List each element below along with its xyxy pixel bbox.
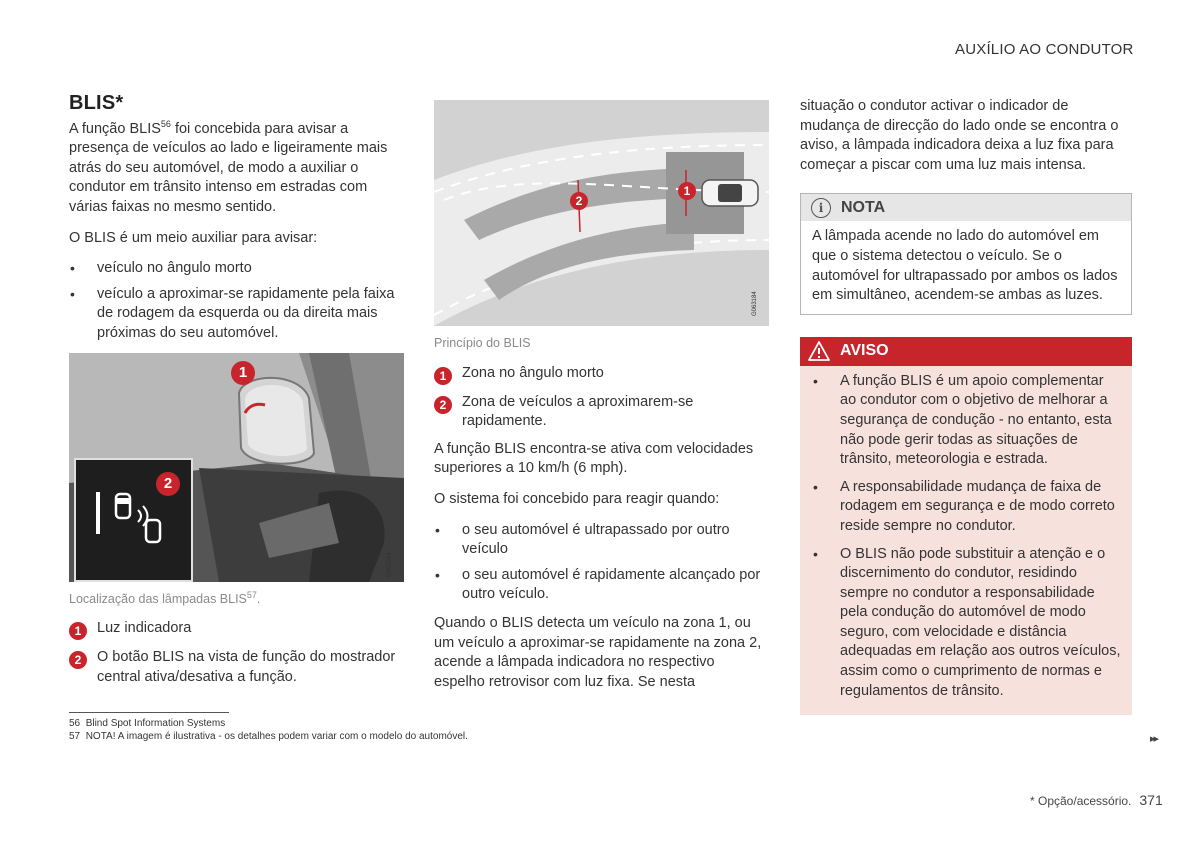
warning-title: AVISO <box>840 342 889 360</box>
figure-marker-1: 1 <box>231 361 255 385</box>
figure-id: G063284 <box>387 551 393 577</box>
callout-1 <box>434 364 769 385</box>
intro-text-a: A função BLIS <box>69 120 161 137</box>
info-icon: i <box>811 198 831 218</box>
callout-text: Zona de veículos a aproximarem-se rapidamente. <box>462 393 694 430</box>
footnotes <box>69 712 468 743</box>
footnote-divider <box>69 712 229 713</box>
blis-principle-illustration <box>434 100 769 326</box>
react-list <box>434 521 769 605</box>
section-header: AUXÍLIO AO CONDUTOR <box>955 41 1134 58</box>
figure-marker-2: 2 <box>156 472 180 496</box>
page-footer <box>1030 792 1163 808</box>
warning-box <box>800 337 1132 716</box>
warning-list <box>812 372 1122 702</box>
callout-number: 1 <box>434 367 452 385</box>
list-item: • A responsabilidade mudança de faixa de rodagem em segurança e de modo correto reside sempre no condutor. <box>812 478 1122 537</box>
footnote-57 <box>69 730 468 743</box>
list-item: • O BLIS não pode substituir a atenção e o discernimento do condutor, residindo sempre no condutor a responsabilidade pela condução do automóvel de modo seguro, com velocidade e distância adequadas em relação aos outros veículos, assim como o cumprimento de normas e regulamentos de trânsito. <box>812 545 1122 702</box>
note-header <box>801 194 1131 221</box>
figure-caption: Princípio do BLIS <box>434 336 531 350</box>
footnote-ref-56[interactable]: 56 <box>160 118 171 129</box>
footnote-ref-57[interactable]: 57 <box>246 589 257 600</box>
zone-marker-1: 1 <box>678 182 696 200</box>
page-number: 371 <box>1139 792 1163 808</box>
continuation-paragraph: situação o condutor activar o indicador de mudança de direcção do lado onde se encontra o aviso, a lâmpada indicadora deixa a luz fixa para começar a piscar com uma luz mais intensa. <box>800 98 1119 173</box>
caption-end: . <box>256 591 261 606</box>
warning-triangle-icon <box>808 341 830 361</box>
callout-number: 1 <box>69 622 87 640</box>
note-title: NOTA <box>841 199 886 217</box>
caption-text: Localização das lâmpadas BLIS <box>69 591 247 606</box>
warning-body <box>800 366 1132 716</box>
callout-text: Luz indicadora <box>97 620 192 637</box>
mirror-illustration <box>69 353 404 582</box>
figure-id: G063184 <box>752 291 758 316</box>
road-diagram <box>434 100 769 326</box>
column-middle <box>434 100 769 703</box>
figure-caption <box>69 590 404 610</box>
callout-number: 2 <box>69 651 87 669</box>
note-box <box>800 193 1132 314</box>
list-item: • A função BLIS é um apoio complementar ao condutor com o objetivo de melhorar a segurança de condução - no entanto, esta não pode gerir todas as situações de trânsito, meteorologia e estrada. <box>812 372 1122 470</box>
list-item: • veículo a aproximar-se rapidamente pela faixa de rodagem da esquerda ou da direita mais próximas do seu automóvel. <box>69 285 404 344</box>
footnote-text: Blind Spot Information Systems <box>85 718 226 729</box>
callout-2 <box>69 648 404 687</box>
note-text: A lâmpada acende no lado do automóvel em que o sistema detectou o veículo. Se o automóvel for ultrapassado por ambos os lados em simultâneo, acendem-se ambas as luzes. <box>812 228 1118 304</box>
zone-marker-2: 2 <box>570 192 588 210</box>
callout-text: O botão BLIS na vista de função do mostrador central ativa/desativa a função. <box>97 649 396 685</box>
column-right <box>800 97 1132 715</box>
footnote-number: 57 <box>69 731 81 742</box>
detection-paragraph: Quando o BLIS detecta um veículo na zona 1, ou um veículo a aproximar-se rapidamente na zona 2, acende a lâmpada indicadora no respectivo espelho retrovisor com luz fixa. Se nesta <box>434 614 762 690</box>
column-left <box>69 94 404 695</box>
option-note: * Opção/acessório. <box>1030 794 1132 808</box>
callout-2 <box>434 393 769 432</box>
footnote-56 <box>69 717 468 730</box>
continue-arrows-icon: ▸▸ <box>1150 733 1158 745</box>
callout-number: 2 <box>434 396 452 414</box>
blis-button-inset <box>74 458 193 582</box>
list-item: • veículo no ângulo morto <box>69 259 404 279</box>
list-item: • o seu automóvel é ultrapassado por outro veículo <box>434 521 769 560</box>
aid-intro: O BLIS é um meio auxiliar para avisar: <box>69 229 318 246</box>
activation-paragraph: A função BLIS encontra-se ativa com velocidades superiores a 10 km/h (6 mph). <box>434 440 754 477</box>
intro-paragraph <box>69 120 404 218</box>
footnote-number: 56 <box>69 718 81 729</box>
page-title: BLIS* <box>69 92 124 114</box>
intro-text-b: foi concebida para avisar a presença de veículos ao lado e ligeiramente mais atrás do seu automóvel, de modo a auxiliar o condutor em trânsito intenso em estradas com várias faixas no mesmo sentido. <box>69 120 388 215</box>
list-item: • o seu automóvel é rapidamente alcançado por outro veículo. <box>434 566 769 605</box>
callout-text: Zona no ângulo morto <box>462 364 604 381</box>
warning-header <box>800 337 1132 366</box>
aid-list <box>69 259 404 343</box>
react-intro: O sistema foi concebido para reagir quando: <box>434 490 720 507</box>
footnote-text: NOTA! A imagem é ilustrativa - os detalhes podem variar com o modelo do automóvel. <box>85 731 468 742</box>
callout-1 <box>69 619 404 640</box>
